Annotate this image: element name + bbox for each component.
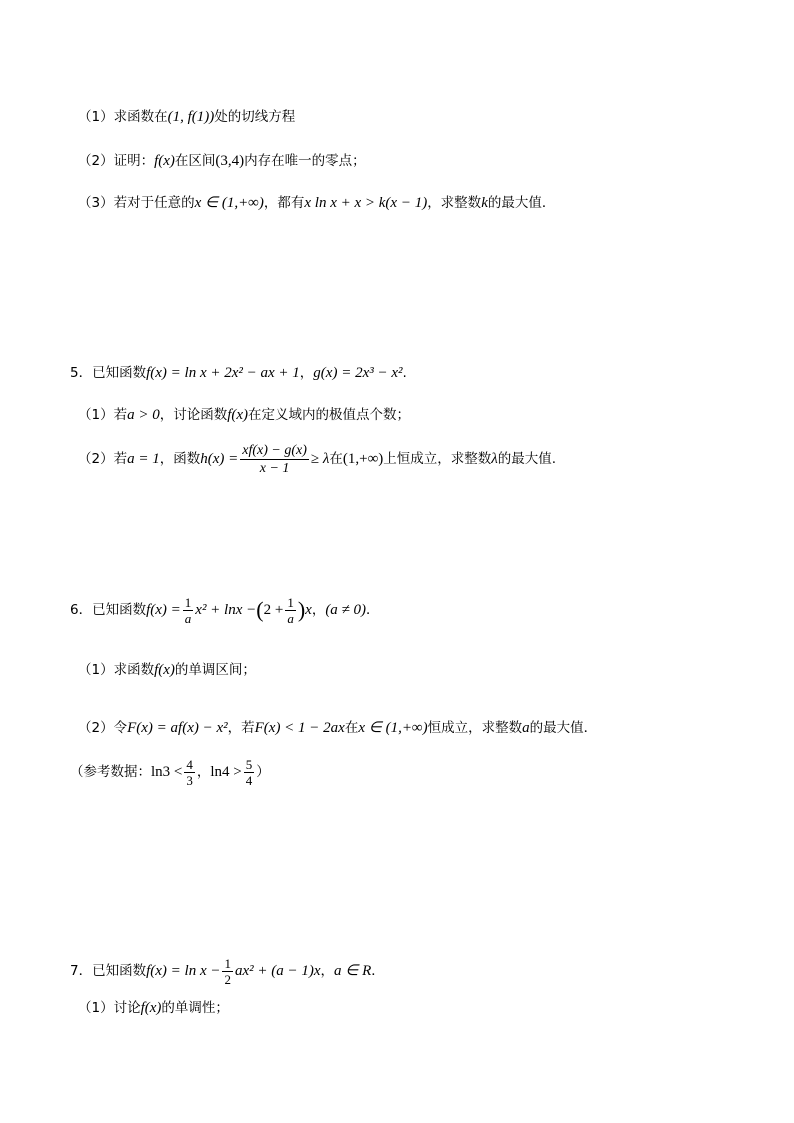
- math-ineq: x ln x + x > k(x − 1): [304, 195, 428, 211]
- prev-part-1: （1）求函数在(1, f(1))处的切线方程: [78, 109, 296, 125]
- fraction-5-4: $\frac{5}{4}$: [245, 756, 253, 788]
- math-fx: f(x): [154, 153, 175, 169]
- math-cond: a = 1: [127, 451, 160, 467]
- math-fx: f(x): [140, 1000, 162, 1016]
- math-ineq: F(x) < 1 − 2ax: [254, 720, 345, 736]
- fraction-h: $\frac{xf(x) - g(x)}{x - 1}$: [242, 442, 307, 476]
- q7-part-1: （1）讨论f(x)的单调性；: [78, 1000, 229, 1016]
- math-F-def: F(x) = af(x) − x²: [127, 720, 228, 736]
- math-hx: h(x) =: [200, 451, 239, 467]
- math-g-def: g(x) = 2x³ − x²: [313, 365, 403, 381]
- fraction-1-2: $\frac{1}{2}$: [224, 955, 231, 987]
- math-lambda: λ: [491, 451, 498, 467]
- math-point: (1, f(1)): [167, 109, 215, 125]
- math-k: k: [481, 195, 488, 211]
- math-ge-lambda: ≥ λ: [310, 451, 330, 467]
- q6-part-1: （1）求函数f(x)的单调区间；: [78, 662, 256, 678]
- q6-stem: 6．已知函数f(x) = $\frac{1}{a}$ x² + lnx −(2 + $\frac{1}{a}$ )x，(a ≠ 0)．: [70, 594, 380, 626]
- math-interval: (3,4): [215, 153, 245, 169]
- math-a: a: [522, 720, 530, 736]
- math-cond: (a ≠ 0): [325, 602, 367, 618]
- math-interval: (1,+∞): [342, 451, 384, 467]
- q5-stem: 5．已知函数f(x) = ln x + 2x² − ax + 1，g(x) = 2x³ − x².: [70, 365, 407, 381]
- q6-part-2: （2）令F(x) = af(x) − x²，若F(x) < 1 − 2ax在x ∈ (1,+∞)恒成立，求整数a的最大值．: [78, 720, 598, 736]
- math-cond: x ∈ (1,+∞): [194, 195, 264, 211]
- fraction-4-3: $\frac{4}{3}$: [186, 756, 193, 788]
- fraction-1-over-a: $\frac{1}{a}$: [184, 594, 192, 626]
- q6-reference-data: （参考数据：ln3 < $\frac{4}{3}$ ，ln4 > $\frac{5}{4}$ ）: [70, 756, 270, 788]
- math-cond: a ∈ R: [334, 963, 372, 979]
- q5-part-2: （2）若a = 1，函数h(x) = $\frac{xf(x) - g(x)}{x - 1}$ ≥ λ在(1,+∞)上恒成立，求整数λ的最大值.: [78, 442, 557, 476]
- math-fx: f(x): [227, 407, 249, 423]
- prev-part-2: （2）证明：f(x)在区间(3,4)内存在唯一的零点；: [78, 153, 366, 169]
- math-fx: f(x): [154, 662, 175, 678]
- q7-stem: 7．已知函数f(x) = ln x − $\frac{1}{2}$ ax² + (a − 1)x，a ∈ R．: [70, 955, 385, 987]
- math-cond: a > 0: [127, 407, 160, 423]
- fraction-1-over-a-2: $\frac{1}{a}$: [287, 594, 294, 626]
- prev-part-3: （3）若对于任意的x ∈ (1,+∞)，都有x ln x + x > k(x − 1)，求整数k的最大值．: [78, 195, 556, 211]
- math-cond: x ∈ (1,+∞): [358, 720, 428, 736]
- math-f-def: f(x) = ln x + 2x² − ax + 1: [146, 365, 300, 381]
- q5-part-1: （1）若a > 0，讨论函数f(x)在定义域内的极值点个数；: [78, 407, 411, 423]
